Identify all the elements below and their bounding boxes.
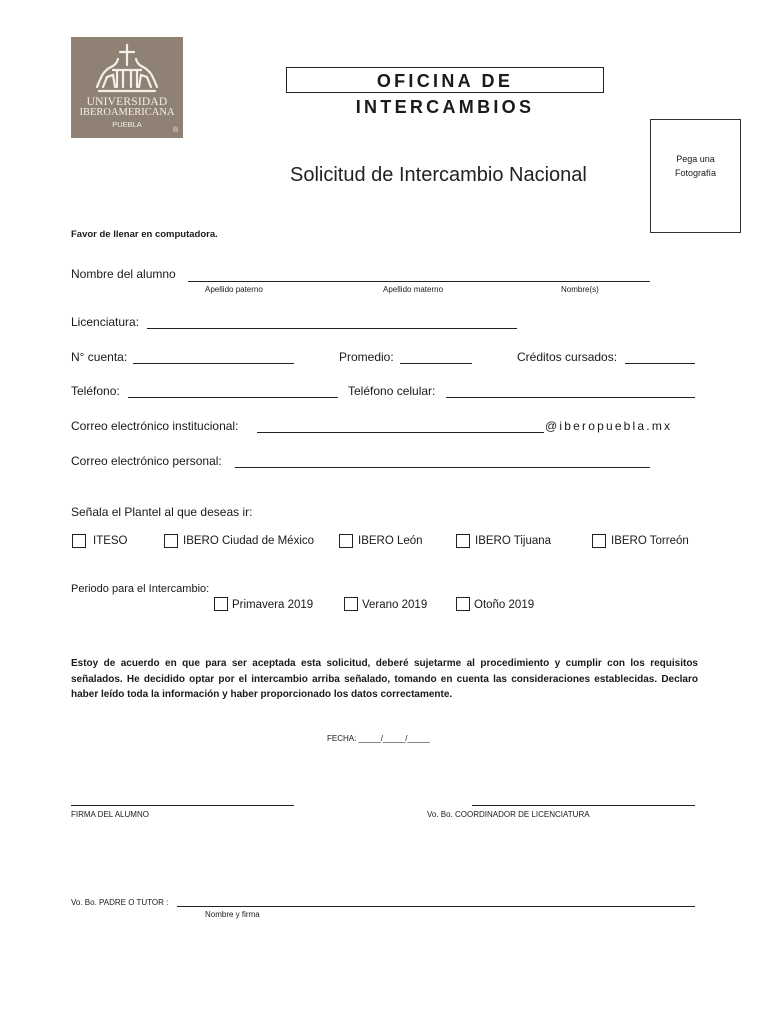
celular-label: Teléfono celular:	[348, 384, 436, 398]
period-option-verano: Verano 2019	[362, 599, 428, 611]
checkbox-ibero-cdmx[interactable]	[164, 534, 178, 548]
licenciatura-field[interactable]	[147, 328, 517, 329]
campus-option-ibero-leon: IBERO León	[358, 535, 423, 547]
name-field[interactable]	[188, 281, 650, 282]
campus-label: Señala el Plantel al que deseas ir:	[71, 505, 253, 519]
promedio-label: Promedio:	[339, 350, 394, 364]
declaration-text: Estoy de acuerdo en que para ser aceptada esta solicitud, deberé sujetarme al procedimiento y cumplir con los requisitos señalados. He decidido optar por el intercambio arriba señalado, tomando en cuenta las consideraciones establecidas. Declaro haber leído toda la información y haber proporcionado los datos correctamente.	[71, 658, 698, 700]
name-sub-nombres: Nombre(s)	[561, 285, 599, 294]
correo-inst-field[interactable]	[257, 432, 544, 433]
telefono-field[interactable]	[128, 397, 338, 398]
name-sub-paterno: Apellido paterno	[205, 285, 263, 294]
photo-box-line2: Fotografía	[674, 168, 717, 178]
checkbox-primavera[interactable]	[214, 597, 228, 611]
form-title: Solicitud de Intercambio Nacional	[290, 164, 587, 186]
logo-line-iberoamericana: IBEROAMERICANA	[79, 107, 175, 118]
logo-line-puebla: PUEBLA	[112, 120, 142, 129]
logo-line-universidad: UNIVERSIDAD	[86, 96, 168, 108]
signature-label-coordinador: Vo. Bo. COORDINADOR DE LICENCIATURA	[427, 810, 590, 819]
correo-inst-label: Correo electrónico institucional:	[71, 419, 239, 433]
campus-option-iteso: ITESO	[93, 535, 128, 547]
photo-box[interactable]	[650, 119, 741, 233]
registered-mark: ®	[172, 127, 178, 134]
cuenta-field[interactable]	[133, 363, 294, 364]
horses-crest-icon	[91, 41, 163, 97]
photo-box-line1: Pega una	[676, 154, 715, 164]
fecha-field[interactable]: FECHA: _____/_____/_____	[327, 734, 430, 743]
correo-personal-field[interactable]	[235, 467, 650, 468]
telefono-label: Teléfono:	[71, 384, 120, 398]
cuenta-label: N° cuenta:	[71, 350, 128, 364]
campus-option-ibero-tijuana: IBERO Tijuana	[475, 535, 552, 547]
period-option-primavera: Primavera 2019	[232, 599, 314, 611]
campus-option-ibero-torreon: IBERO Torreón	[611, 535, 689, 547]
period-label: Periodo para el Intercambio:	[71, 583, 210, 595]
checkbox-verano[interactable]	[344, 597, 358, 611]
tutor-label: Vo. Bo. PADRE O TUTOR :	[71, 898, 169, 907]
creditos-label: Créditos cursados:	[517, 350, 618, 364]
signature-label-alumno: FIRMA DEL ALUMNO	[71, 810, 149, 819]
university-logo	[71, 37, 183, 138]
correo-personal-label: Correo electrónico personal:	[71, 454, 222, 468]
signature-line-tutor[interactable]	[177, 906, 695, 907]
tutor-sub-label: Nombre y firma	[205, 910, 260, 919]
signature-line-coordinador[interactable]	[472, 805, 695, 806]
checkbox-otono[interactable]	[456, 597, 470, 611]
correo-inst-domain: @iberopuebla.mx	[545, 419, 673, 433]
period-option-otono: Otoño 2019	[474, 599, 535, 611]
instructions: Favor de llenar en computadora.	[71, 229, 218, 240]
checkbox-ibero-torreon[interactable]	[592, 534, 606, 548]
creditos-field[interactable]	[625, 363, 695, 364]
campus-option-ibero-cdmx: IBERO Ciudad de México	[183, 535, 315, 547]
name-label: Nombre del alumno	[71, 267, 176, 281]
celular-field[interactable]	[446, 397, 695, 398]
office-title: OFICINA DE INTERCAMBIOS	[286, 67, 604, 93]
licenciatura-label: Licenciatura:	[71, 315, 140, 329]
checkbox-ibero-leon[interactable]	[339, 534, 353, 548]
promedio-field[interactable]	[400, 363, 472, 364]
name-sub-materno: Apellido materno	[383, 285, 444, 294]
checkbox-ibero-tijuana[interactable]	[456, 534, 470, 548]
signature-line-alumno[interactable]	[71, 805, 294, 806]
checkbox-iteso[interactable]	[72, 534, 86, 548]
